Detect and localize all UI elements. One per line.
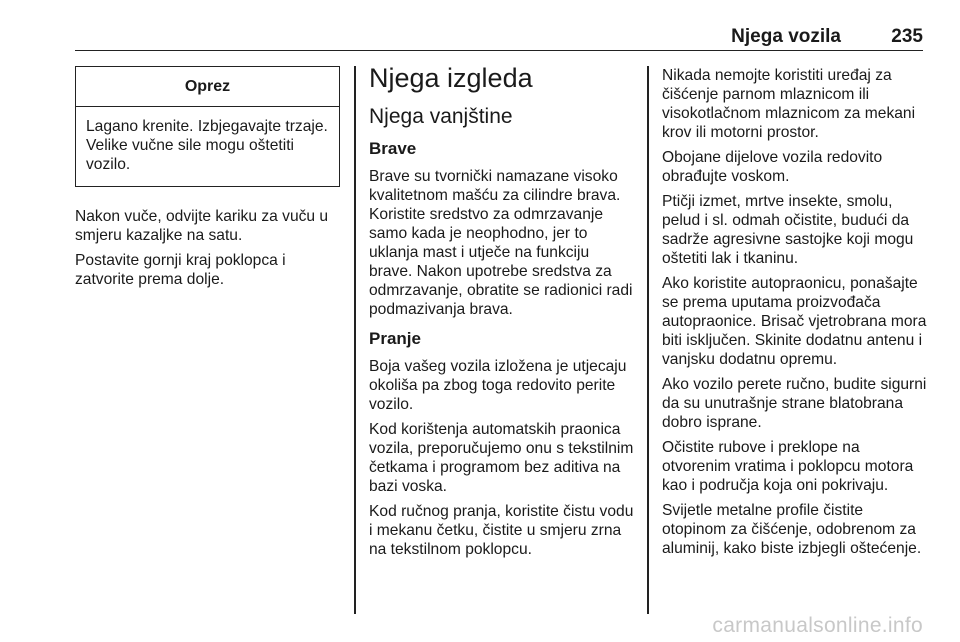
paragraph: Ptičji izmet, mrtve insekte, smolu, pelud i sl. odmah očistite, budući da sadrže agresivne sastojke koji mogu oštetiti lak i tkaninu. [662,193,914,267]
topic-heading-pranje: Pranje [369,329,421,348]
paragraph: Kod korištenja automatskih praonica vozila, preporučujemo onu s tekstilnim četkama i programom bez aditiva na bazi voska. [369,421,634,495]
page-header [75,22,923,51]
paragraph: Kod ručnog pranja, koristite čistu vodu i mekanu četku, čistite u smjeru zrna na tekstilnom poklopcu. [369,503,634,558]
paragraph: Obojane dijelove vozila redovito obrađujte voskom. [662,149,883,185]
topic-heading-brave: Brave [369,139,417,158]
header-title: Njega vozila [731,26,841,47]
column-divider [647,66,649,614]
column-left [75,66,340,295]
column-middle [369,63,634,565]
page-number: 235 [891,26,923,47]
caution-text: Lagano krenite. Izbjegavajte trzaje. Velike vučne sile mogu oštetiti vozilo. [86,118,328,173]
paragraph: Svijetle metalne profile čistite otopinom za čišćenje, odobrenom za aluminij, kako biste izbjegli oštećenje. [662,502,922,557]
paragraph: Nakon vuče, odvijte kariku za vuču u smjeru kazaljke na satu. [75,208,329,244]
section-heading: Njega izgleda [369,63,533,93]
paragraph: Očistite rubove i preklope na otvorenim vratima i poklopcu motora kao i područja koja oni pokrivaju. [662,439,914,494]
caution-box [75,66,340,187]
column-right [662,66,927,564]
paragraph: Boja vašeg vozila izložena je utjecaju okoliša pa zbog toga redovito perite vozilo. [369,358,627,413]
paragraph: Nikada nemojte koristiti uređaj za čišćenje parnom mlaznicom ili visokotlačnom mlaznicom za mekani krov ili motorni prostor. [662,67,916,141]
caution-title: Oprez [76,67,339,107]
subsection-heading: Njega vanjštine [369,105,513,128]
paragraph: Postavite gornji kraj poklopca i zatvorite prema dolje. [75,252,286,288]
column-divider [354,66,356,614]
watermark: carmanualsonline.info [712,614,923,637]
paragraph: Ako vozilo perete ručno, budite sigurni da su unutrašnje strane blatobrana dobro isprane. [662,376,927,431]
paragraph: Ako koristite autopraonicu, ponašajte se prema uputama proizvođača autopraonice. Brisač vjetrobrana mora biti isključen. Skinite dodatnu antenu i vanjsku dodatnu opremu. [662,275,927,368]
paragraph: Brave su tvornički namazane visoko kvalitetnom mašću za cilindre brava. Koristite sredstvo za odmrzavanje samo kada je neophodno, jer to uklanja mast i utječe na funkciju brave. Nakon upotrebe sredstva za odmrzavanje, obratite se radionici radi podmazivanja brava. [369,168,633,318]
